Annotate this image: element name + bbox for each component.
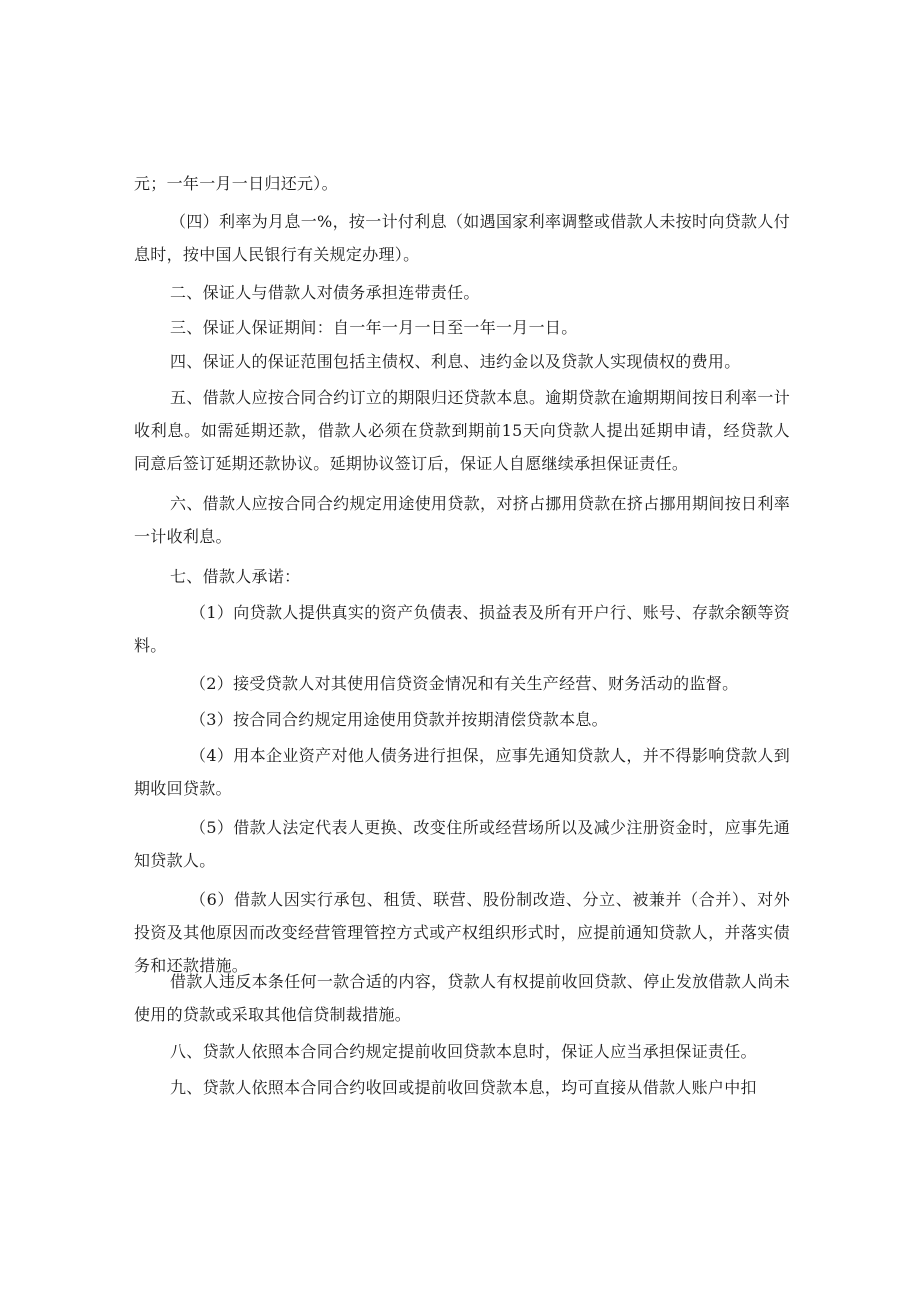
- paragraph-joint-liability: 二、保证人与借款人对债务承担连带责任。: [170, 283, 480, 302]
- paragraph-interest-rate: （四）利率为月息一%，按一计付利息（如遇国家利率调整或借款人未按时向贷款人付息时，按中国人民银行有关规定办理）。: [134, 212, 790, 264]
- paragraph-commitment-6: （6）借款人因实行承包、租赁、联营、股份制改造、分立、被兼并（合并）、对外投资及其他原因而改变经营管理管控方式或产权组织形式时，应提前通知贷款人，并落实债务和还款措施。: [134, 890, 790, 975]
- paragraph-guarantee-period: 三、保证人保证期间：自一年一月一日至一年一月一日。: [170, 318, 578, 337]
- paragraph-repayment-terms: 五、借款人应按合同合约订立的期限归还贷款本息。逾期贷款在逾期期间按日利率一计收利息。如需延期还款，借款人必须在贷款到期前15天向贷款人提出延期申请，经贷款人同意后签订延期还款协议。延期协议签订后，保证人自愿继续承担保证责任。: [134, 388, 790, 473]
- paragraph-commitment-3: （3）按合同合约规定用途使用贷款并按期清偿贷款本息。: [190, 710, 608, 729]
- paragraph-loan-usage: 六、借款人应按合同合约规定用途使用贷款，对挤占挪用贷款在挤占挪用期间按日利率一计收利息。: [134, 494, 790, 546]
- paragraph-breach-remedies: 借款人违反本条任何一款合适的内容，贷款人有权提前收回贷款、停止发放借款人尚未使用的贷款或采取其他信贷制裁措施。: [134, 972, 790, 1024]
- paragraph-commitment-1: （1）向贷款人提供真实的资产负债表、损益表及所有开户行、账号、存款余额等资料。: [134, 603, 790, 655]
- paragraph-early-recovery: 八、贷款人依照本合同合约规定提前收回贷款本息时，保证人应当承担保证责任。: [170, 1042, 757, 1061]
- paragraph-borrower-commitments: 七、借款人承诺：: [170, 567, 301, 586]
- paragraph-commitment-2: （2）接受贷款人对其使用信贷资金情况和有关生产经营、财务活动的监督。: [190, 674, 739, 693]
- paragraph-direct-debit: 九、贷款人依照本合同合约收回或提前收回贷款本息，均可直接从借款人账户中扣: [170, 1078, 757, 1097]
- paragraph-repayment-continued: 元；一年一月一日归还元）。: [134, 174, 338, 193]
- paragraph-guarantee-scope: 四、保证人的保证范围包括主债权、利息、违约金以及贷款人实现债权的费用。: [170, 352, 741, 371]
- paragraph-commitment-4: （4）用本企业资产对他人债务进行担保，应事先通知贷款人，并不得影响贷款人到期收回贷款。: [134, 746, 790, 798]
- paragraph-commitment-5: （5）借款人法定代表人更换、改变住所或经营场所以及减少注册资金时，应事先通知贷款人。: [134, 818, 790, 870]
